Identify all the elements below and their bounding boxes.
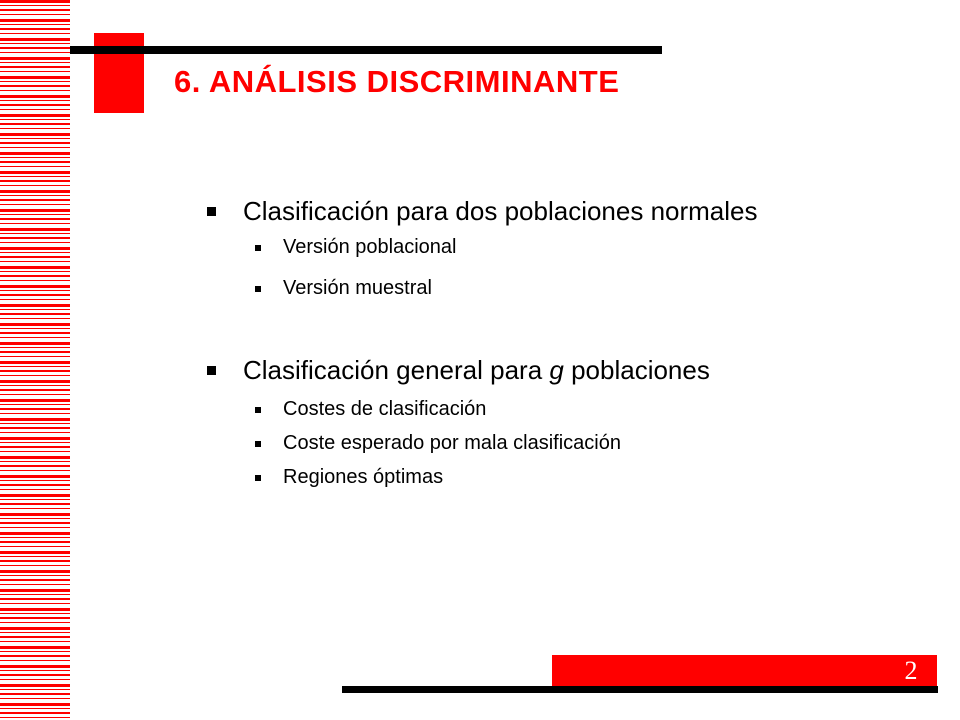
decorative-stripes (0, 0, 70, 720)
square-bullet-icon (255, 286, 261, 292)
square-bullet-icon (255, 475, 261, 481)
section-heading-text: poblaciones (563, 355, 710, 385)
section-heading-text: Clasificación para dos poblaciones normales (243, 196, 758, 226)
list-item-text: Versión poblacional (283, 236, 457, 258)
footer-accent-bar (552, 655, 937, 688)
square-bullet-icon (255, 441, 261, 447)
list-item-text: Coste esperado por mala clasificación (283, 432, 621, 454)
list-item (283, 398, 486, 421)
footer-rule (342, 686, 938, 693)
square-bullet-icon (255, 245, 261, 251)
list-item (283, 466, 443, 489)
list-item-text: Regiones óptimas (283, 466, 444, 488)
list-item (283, 277, 432, 300)
square-bullet-icon (255, 407, 261, 413)
section-heading-2 (243, 355, 710, 386)
page-number: 2 (904, 656, 918, 685)
list-item-text: Versión muestral (283, 277, 432, 299)
title-rule (70, 46, 662, 54)
section-heading-italic: g (549, 355, 564, 385)
list-item (283, 432, 621, 455)
square-bullet-icon (207, 207, 216, 216)
square-bullet-icon (207, 366, 216, 375)
section-heading-text: Clasificación general para (243, 355, 550, 385)
list-item (283, 236, 456, 259)
slide-title: 6. ANÁLISIS DISCRIMINANTE (174, 64, 620, 99)
list-item-text: Costes de clasificación (283, 398, 487, 420)
section-heading-1 (243, 196, 758, 227)
title-accent-block (94, 33, 144, 113)
